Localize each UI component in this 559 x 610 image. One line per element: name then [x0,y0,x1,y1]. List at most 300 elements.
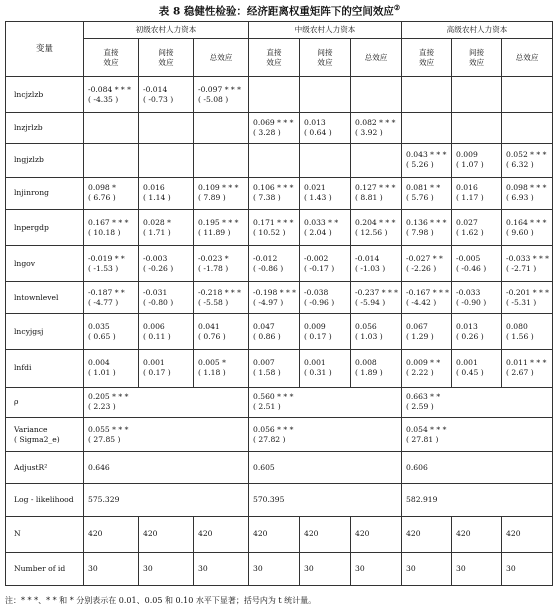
t-statistic: ( 3.92 ) [355,128,383,138]
t-statistic: ( 6.32 ) [506,160,534,170]
row-label: Number of id [6,552,84,585]
table-cell: 30 [249,552,300,585]
table-cell [452,282,502,314]
table-cell [300,314,351,349]
table-cell [502,209,553,245]
table-cell [84,177,139,209]
table-title: 表 8 稳健性检验：经济距离权重矩阵下的空间效应② [158,3,401,18]
t-statistic: ( -1.03 ) [355,263,386,273]
row-label: lntownlevel [6,282,84,314]
effect-header-line: 间接 [468,47,485,57]
t-statistic: ( -1.53 ) [88,263,119,273]
table-row [6,552,553,585]
table-cell [351,246,402,282]
effect-header [402,39,452,77]
table-row [6,349,553,387]
variable-header: 变量 [6,22,84,77]
table-cell: 420 [194,516,249,552]
table-cell [402,209,452,245]
table-row [6,484,553,516]
table-cell: 420 [351,516,402,552]
coefficient: 0.082 * * * [355,118,396,128]
effect-header-line: 直接 [418,47,435,57]
row-label [6,418,84,452]
table-row [6,177,553,209]
row-label: Log - likelihood [6,484,84,516]
effect-header-line: 效应 [103,57,119,67]
table-row [6,516,553,552]
coefficient: 0.195 * * * [198,217,239,227]
table-cell [249,387,402,417]
coefficient: 0.098 * * * [506,183,547,193]
t-statistic: ( 27.81 ) [406,434,439,444]
coefficient: 0.098 * [88,183,116,193]
coefficient: -0.027 * * [406,253,443,263]
table-cell [84,77,139,113]
effect-header [452,39,502,77]
coefficient: 0.013 [456,321,478,331]
table-cell [402,282,452,314]
t-statistic: ( 11.89 ) [198,227,231,237]
coefficient: 0.663 * * [406,392,441,402]
table-cell: 420 [502,516,553,552]
coefficient: -0.237 * * * [355,287,398,297]
t-statistic: ( -1.78 ) [198,263,229,273]
t-statistic: ( 5.26 ) [406,160,434,170]
t-statistic: ( -0.73 ) [143,94,174,104]
t-statistic: ( -0.90 ) [456,297,487,307]
coefficient: 0.027 [456,217,478,227]
row-label: lncyjgsj [6,314,84,349]
coefficient: 0.004 [88,358,110,368]
effect-header-line: 效应 [317,57,333,67]
coefficient: 0.016 [143,183,165,193]
table-cell [194,143,249,177]
row-label: lnzjrlzb [6,113,84,143]
table-cell: 582.919 [402,484,553,516]
table-cell [249,418,402,452]
table-cell [452,113,502,143]
coefficient: -0.019 * * [88,253,125,263]
t-statistic: ( 10.52 ) [253,227,286,237]
t-statistic: ( 1.43 ) [304,193,332,203]
t-statistic: ( -2.26 ) [406,263,437,273]
coefficient: 0.054 * * * [406,424,447,434]
coefficient: 0.127 * * * [355,183,396,193]
table-cell [249,143,300,177]
t-statistic: ( 2.22 ) [406,368,434,378]
coefficient: 0.056 * * * [253,424,294,434]
table-cell [84,209,139,245]
t-statistic: ( 5.76 ) [406,193,434,203]
coefficient: 0.055 * * * [88,424,129,434]
t-statistic: ( 2.59 ) [406,402,434,412]
coefficient: 0.167 * * * [88,217,129,227]
table-cell [502,177,553,209]
table-cell: 575.329 [84,484,249,516]
table-row [6,314,553,349]
table-cell [249,282,300,314]
table-cell [139,143,194,177]
coefficient: 0.006 [143,321,165,331]
t-statistic: ( 0.86 ) [253,331,281,341]
t-statistic: ( 9.60 ) [506,227,534,237]
table-cell: 30 [194,552,249,585]
table-cell [402,143,452,177]
robustness-table [5,21,553,586]
table-row [6,246,553,282]
coefficient: 0.009 [304,321,326,331]
table-cell: 420 [139,516,194,552]
effect-header-line: 总效应 [209,52,233,62]
table-cell [194,349,249,387]
effect-header-line: 直接 [103,47,119,57]
row-label: lngjzlzb [6,143,84,177]
t-statistic: ( -0.86 ) [253,263,284,273]
coefficient: 0.021 [304,183,326,193]
coefficient: 0.171 * * * [253,217,294,227]
coefficient: 0.069 * * * [253,118,294,128]
table-cell [351,113,402,143]
table-cell: 420 [300,516,351,552]
table-cell [300,209,351,245]
effect-header-line: 效应 [158,57,174,67]
coefficient: 0.164 * * * [506,217,547,227]
t-statistic: ( 1.29 ) [406,331,434,341]
coefficient: -0.084 * * * [88,84,131,94]
coefficient: -0.014 [355,253,380,263]
effect-header [139,39,194,77]
coefficient: 0.081 * * [406,183,441,193]
effect-header-line: 效应 [468,57,485,67]
table-cell [402,314,452,349]
t-statistic: ( -5.08 ) [198,94,229,104]
coefficient: -0.005 [456,253,481,263]
t-statistic: ( -5.94 ) [355,297,386,307]
t-statistic: ( 6.93 ) [506,193,534,203]
table-cell: 420 [402,516,452,552]
coefficient: 0.067 [406,321,428,331]
effect-header-line: 直接 [266,47,282,57]
coefficient: 0.005 * [198,358,226,368]
t-statistic: ( 1.89 ) [355,368,383,378]
table-cell [249,349,300,387]
table-cell [351,77,402,113]
table-cell [351,282,402,314]
coefficient: 0.016 [456,183,478,193]
table-cell [84,314,139,349]
table-cell [84,246,139,282]
table-cell [300,349,351,387]
table-cell [194,113,249,143]
table-cell [194,177,249,209]
table-cell [249,314,300,349]
t-statistic: ( 0.31 ) [304,368,332,378]
coefficient: -0.097 * * * [198,84,241,94]
table-cell [139,349,194,387]
coefficient: 0.136 * * * [406,217,447,227]
table-cell [300,282,351,314]
table-cell [84,113,139,143]
coefficient: -0.187 * * [88,287,125,297]
t-statistic: ( 1.01 ) [88,368,116,378]
t-statistic: ( -0.80 ) [143,297,174,307]
coefficient: -0.033 [456,287,481,297]
coefficient: -0.218 * * * [198,287,241,297]
table-row [6,143,553,177]
t-statistic: ( -0.17 ) [304,263,335,273]
table-cell [452,246,502,282]
table-cell: 30 [351,552,402,585]
coefficient: 0.109 * * * [198,183,239,193]
t-statistic: ( -5.31 ) [506,297,537,307]
effect-header-line: 效应 [266,57,282,67]
table-cell [139,209,194,245]
table-cell: 30 [84,552,139,585]
coefficient: -0.167 * * * [406,287,449,297]
t-statistic: ( 8.81 ) [355,193,383,203]
row-label: lnfdi [6,349,84,387]
table-cell [402,113,452,143]
t-statistic: ( 7.38 ) [253,193,281,203]
row-label: lnpergdp [6,209,84,245]
row-label-line: Variance [14,424,48,434]
coefficient: 0.028 * [143,217,171,227]
table-cell [249,177,300,209]
table-cell [194,246,249,282]
table-cell [402,77,452,113]
t-statistic: ( 1.03 ) [355,331,383,341]
table-cell [351,314,402,349]
table-cell [84,282,139,314]
t-statistic: ( 2.23 ) [88,402,116,412]
coefficient: 0.052 * * * [506,150,547,160]
coefficient: 0.080 [506,321,528,331]
t-statistic: ( 12.56 ) [355,227,388,237]
table-cell [194,314,249,349]
group-header: 中级农村人力资本 [249,22,402,39]
table-row [6,452,553,484]
t-statistic: ( 1.71 ) [143,227,171,237]
table-cell [84,418,249,452]
coefficient: -0.014 [143,84,168,94]
row-label-line: ( Sigma2_e) [14,434,60,444]
effect-header [502,39,553,77]
row-label: ρ [6,387,84,417]
effect-header [249,39,300,77]
table-cell: 30 [452,552,502,585]
t-statistic: ( -0.46 ) [456,263,487,273]
table-cell [300,113,351,143]
table-cell [194,209,249,245]
subheader-row [6,39,553,77]
t-statistic: ( 0.26 ) [456,331,484,341]
table-cell [502,113,553,143]
effect-header-line: 间接 [158,47,174,57]
effect-header-line: 总效应 [515,52,539,62]
table-row [6,113,553,143]
effect-header [194,39,249,77]
table-cell [502,282,553,314]
t-statistic: ( 0.65 ) [88,331,116,341]
coefficient: 0.041 [198,321,220,331]
table-cell [502,77,553,113]
table-row [6,387,553,417]
table-cell [139,77,194,113]
table-cell: 30 [502,552,553,585]
t-statistic: ( -5.58 ) [198,297,229,307]
t-statistic: ( 10.18 ) [88,227,121,237]
coefficient: -0.012 [253,253,278,263]
coefficient: 0.013 [304,118,326,128]
t-statistic: ( -4.42 ) [406,297,437,307]
t-statistic: ( -0.26 ) [143,263,174,273]
table-cell [351,143,402,177]
table-cell [402,387,553,417]
table-cell [300,143,351,177]
coefficient: -0.201 * * * [506,287,549,297]
table-cell [249,246,300,282]
table-cell: 0.606 [402,452,553,484]
table-cell [351,209,402,245]
t-statistic: ( 0.76 ) [198,331,226,341]
coefficient: 0.009 * * [406,358,441,368]
t-statistic: ( 7.98 ) [406,227,434,237]
row-label: AdjustR² [6,452,84,484]
table-cell [452,314,502,349]
table-cell [300,77,351,113]
effect-header [300,39,351,77]
table-cell: 420 [84,516,139,552]
table-cell [351,177,402,209]
coefficient: -0.023 * [198,253,229,263]
row-label: lngov [6,246,84,282]
coefficient: -0.038 [304,287,329,297]
coefficient: 0.106 * * * [253,183,294,193]
coefficient: 0.035 [88,321,110,331]
coefficient: 0.560 * * * [253,392,294,402]
table-cell: 30 [139,552,194,585]
t-statistic: ( 0.11 ) [143,331,171,341]
t-statistic: ( -4.77 ) [88,297,119,307]
t-statistic: ( -0.96 ) [304,297,335,307]
table-cell [139,314,194,349]
table-cell [249,113,300,143]
table-cell [249,77,300,113]
t-statistic: ( -4.97 ) [253,297,284,307]
table-cell: 420 [452,516,502,552]
t-statistic: ( 0.17 ) [143,368,171,378]
table-cell [249,209,300,245]
table-note: 注：* * *、* * 和 * 分别表示在 0.01、0.05 和 0.10 水平下显著；括号内为 t 统计量。 [5,596,317,605]
table-cell [351,349,402,387]
effect-header-line: 总效应 [364,52,388,62]
coefficient: 0.009 [456,150,478,160]
coefficient: 0.001 [456,358,478,368]
table-cell [452,177,502,209]
table-cell [84,387,249,417]
table-cell [402,177,452,209]
table-row [6,209,553,245]
coefficient: 0.204 * * * [355,217,396,227]
coefficient: 0.008 [355,358,377,368]
table-cell [402,246,452,282]
t-statistic: ( 2.04 ) [304,227,332,237]
table-cell [84,349,139,387]
t-statistic: ( 0.45 ) [456,368,484,378]
coefficient: 0.007 [253,358,275,368]
group-header: 高级农村人力资本 [402,22,553,39]
t-statistic: ( 1.14 ) [143,193,171,203]
table-cell [402,418,553,452]
table-cell [139,177,194,209]
t-statistic: ( 1.56 ) [506,331,534,341]
table-cell [194,77,249,113]
coefficient: 0.011 * * * [506,358,547,368]
header-row [6,22,553,39]
table-cell [452,77,502,113]
t-statistic: ( 3.28 ) [253,128,281,138]
coefficient: 0.001 [143,358,165,368]
table-cell [452,349,502,387]
table-row [6,418,553,452]
table-cell [402,349,452,387]
coefficient: 0.205 * * * [88,392,129,402]
table-cell: 30 [300,552,351,585]
coefficient: -0.003 [143,253,168,263]
coefficient: -0.031 [143,287,168,297]
effect-header-line: 效应 [418,57,435,67]
coefficient: -0.198 * * * [253,287,296,297]
table-cell: 30 [402,552,452,585]
table-row [6,77,553,113]
t-statistic: ( 0.17 ) [304,331,332,341]
table-cell: 0.605 [249,452,402,484]
t-statistic: ( -4.35 ) [88,94,119,104]
table-cell [502,314,553,349]
table-cell [502,349,553,387]
coefficient: -0.033 * * * [506,253,549,263]
table-row [6,282,553,314]
table-cell: 570.395 [249,484,402,516]
table-cell [502,143,553,177]
table-cell [452,209,502,245]
coefficient: -0.002 [304,253,329,263]
t-statistic: ( 1.58 ) [253,368,281,378]
coefficient: 0.043 * * * [406,150,447,160]
row-label: N [6,516,84,552]
coefficient: 0.033 * * [304,217,339,227]
effect-header [84,39,139,77]
table-cell: 420 [249,516,300,552]
coefficient: 0.047 [253,321,275,331]
t-statistic: ( 1.07 ) [456,160,484,170]
t-statistic: ( 7.89 ) [198,193,226,203]
t-statistic: ( 1.17 ) [456,193,484,203]
t-statistic: ( 6.76 ) [88,193,116,203]
table-cell [502,246,553,282]
table-cell [194,282,249,314]
coefficient: 0.056 [355,321,377,331]
table-cell [139,282,194,314]
row-label: lncjzlzb [6,77,84,113]
group-header: 初级农村人力资本 [84,22,249,39]
coefficient: 0.001 [304,358,326,368]
t-statistic: ( 1.18 ) [198,368,226,378]
t-statistic: ( 0.64 ) [304,128,332,138]
table-cell: 0.646 [84,452,249,484]
effect-header-line: 间接 [317,47,333,57]
